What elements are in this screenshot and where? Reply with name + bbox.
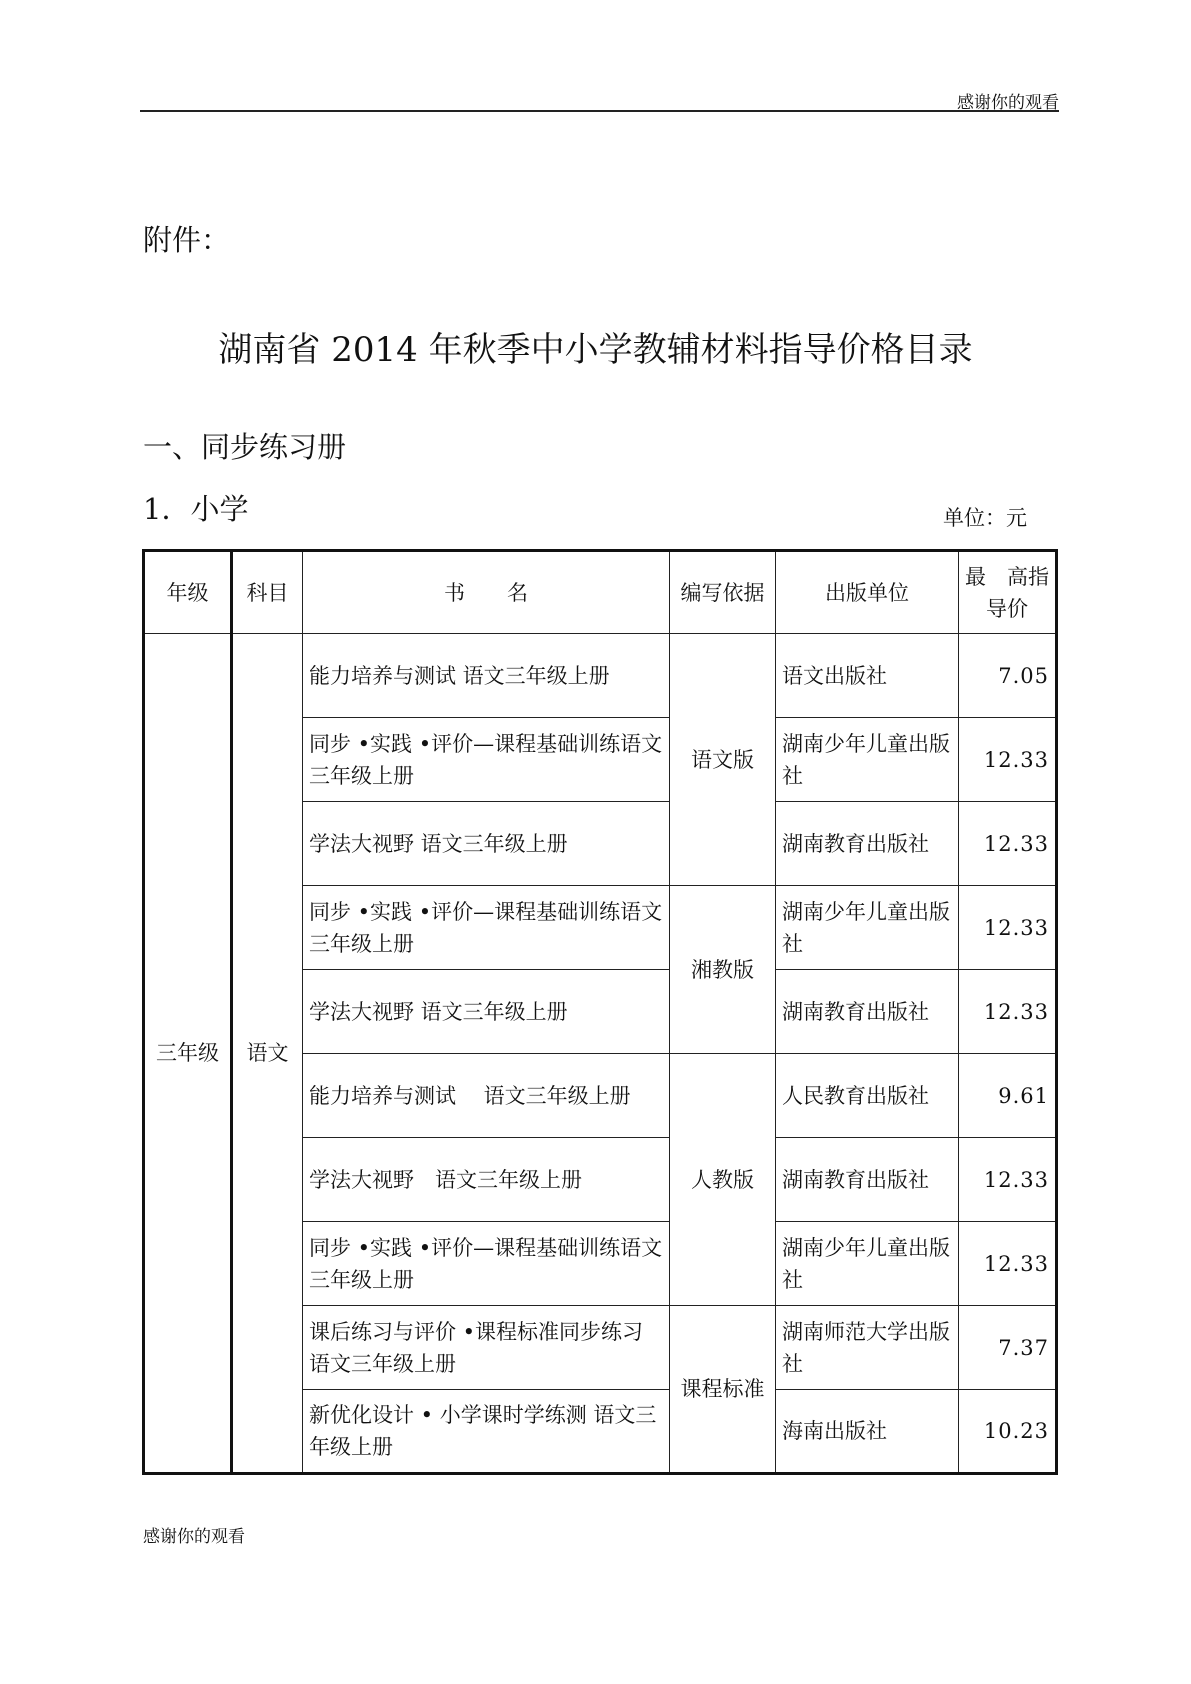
publisher-cell: 湖南少年儿童出版社 [776,718,959,802]
basis-cell: 语文版 [670,634,776,886]
price-cell: 12.33 [959,1138,1057,1222]
price-cell: 12.33 [959,1222,1057,1306]
book-cell: 学法大视野 语文三年级上册 [303,1138,670,1222]
publisher-cell: 湖南教育出版社 [776,970,959,1054]
book-cell: 能力培养与测试 语文三年级上册 [303,634,670,718]
price-cell: 7.37 [959,1306,1057,1390]
price-cell: 12.33 [959,886,1057,970]
section-heading: 一、同步练习册 [143,430,347,464]
price-cell: 10.23 [959,1390,1057,1474]
book-cell: 课后练习与评价 •课程标准同步练习 语文三年级上册 [303,1306,670,1390]
publisher-cell: 湖南少年儿童出版社 [776,1222,959,1306]
basis-cell: 课程标准 [670,1306,776,1474]
page-title: 湖南省 2014 年秋季中小学教辅材料指导价格目录 [218,330,973,370]
basis-cell: 湘教版 [670,886,776,1054]
publisher-cell: 人民教育出版社 [776,1054,959,1138]
table-header-row [144,551,1057,634]
price-cell: 9.61 [959,1054,1057,1138]
price-cell: 12.33 [959,802,1057,886]
header-subject: 科目 [232,551,303,634]
publisher-cell: 湖南少年儿童出版社 [776,886,959,970]
annex-label: 附件： [143,223,231,257]
running-footer: 感谢你的观看 [143,1527,245,1547]
book-cell: 同步 •实践 •评价—课程基础训练语文三年级上册 [303,1222,670,1306]
table-row [144,634,1057,718]
price-cell: 12.33 [959,718,1057,802]
subsection-heading: 1．小学 [143,492,249,526]
book-cell: 同步 •实践 •评价—课程基础训练语文三年级上册 [303,886,670,970]
subject-cell: 语文 [232,634,303,1474]
publisher-cell: 湖南师范大学出版社 [776,1306,959,1390]
book-cell: 新优化设计 • 小学课时学练测 语文三年级上册 [303,1390,670,1474]
publisher-cell: 湖南教育出版社 [776,1138,959,1222]
unit-label: 单位：元 [943,506,1027,530]
header-book: 书 名 [303,551,670,634]
book-cell: 同步 •实践 •评价—课程基础训练语文三年级上册 [303,718,670,802]
publisher-cell: 湖南教育出版社 [776,802,959,886]
publisher-cell: 海南出版社 [776,1390,959,1474]
book-cell: 学法大视野 语文三年级上册 [303,802,670,886]
book-cell: 学法大视野 语文三年级上册 [303,970,670,1054]
header-basis: 编写依据 [670,551,776,634]
running-header: 感谢你的观看 [957,93,1059,113]
grade-cell: 三年级 [144,634,232,1474]
header-grade: 年级 [144,551,232,634]
publisher-cell: 语文出版社 [776,634,959,718]
header-rule [140,110,1059,112]
price-cell: 7.05 [959,634,1057,718]
header-publisher: 出版单位 [776,551,959,634]
header-price: 最 高指导价 [959,551,1057,634]
basis-cell: 人教版 [670,1054,776,1306]
price-cell: 12.33 [959,970,1057,1054]
price-table [142,549,1058,1475]
book-cell: 能力培养与测试 语文三年级上册 [303,1054,670,1138]
